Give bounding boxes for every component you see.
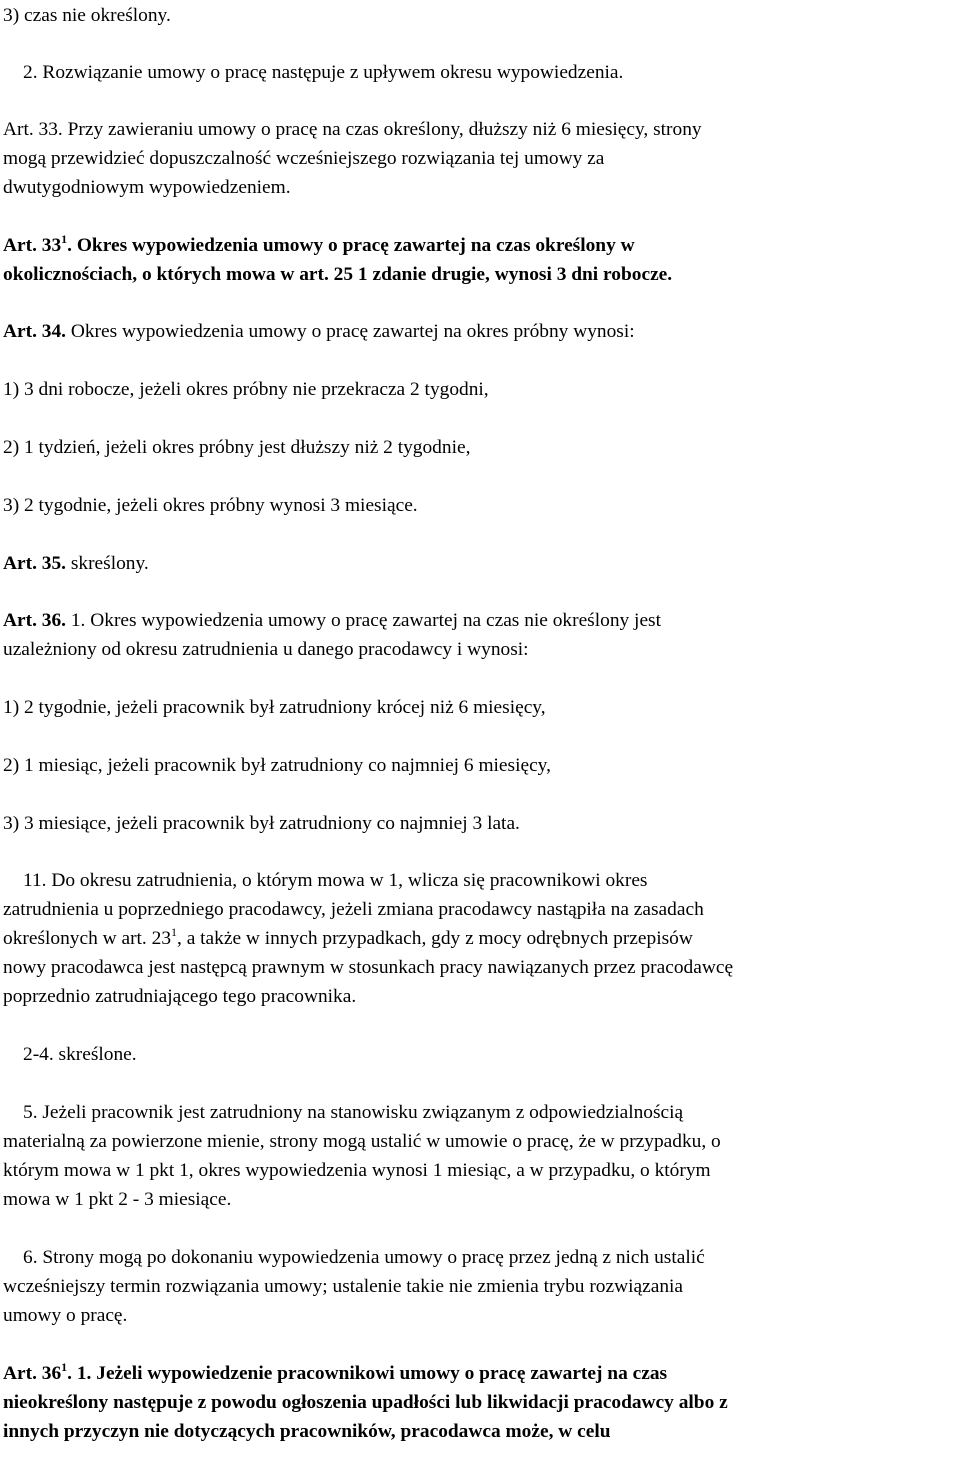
text-line — [3, 609, 661, 633]
paragraph-text: wcześniejszy termin rozwiązania umowy; ustalenie takie nie zmienia trybu rozwiązania — [3, 1276, 684, 1297]
text-line — [3, 176, 291, 200]
paragraph-text: poprzednio zatrudniającego tego pracownika. — [3, 986, 357, 1007]
paragraph-text: 1. Okres wypowiedzenia umowy o pracę zawartej na czas nie określony jest — [66, 610, 661, 631]
paragraph-text: nieokreślony następuje z powodu ogłoszenia upadłości lub likwidacji pracodawcy albo z — [3, 1392, 728, 1413]
text-line — [3, 985, 356, 1009]
paragraph-text: 2-4. skreślone. — [23, 1044, 137, 1065]
list-item-text: 1) 2 tygodnie, jeżeli pracownik był zatrudniony krócej niż 6 miesięcy, — [3, 697, 546, 718]
list-item-text: 2) 1 tydzień, jeżeli okres próbny jest dłuższy niż 2 tygodnie, — [3, 437, 471, 458]
text-line — [3, 147, 604, 171]
paragraph-text: Przy zawieraniu umowy o pracę na czas określony, dłuższy niż 6 miesięcy, strony — [62, 119, 702, 140]
text-line — [3, 1159, 711, 1183]
text-line — [23, 1101, 683, 1125]
text-line — [3, 118, 702, 142]
article-number: Art. 34. — [3, 321, 67, 342]
paragraph-text: 11. Do okresu zatrudnienia, o którym mowa w 1, wlicza się pracownikowi okres — [23, 870, 648, 891]
paragraph-text: określonych w art. 23 — [3, 928, 172, 949]
list-item-text: 3) 3 miesiące, jeżeli pracownik był zatrudniony co najmniej 3 lata. — [3, 813, 520, 834]
paragraph-text: nowy pracodawca jest następcą prawnym w stosunkach pracy nawiązanych przez pracodawcę — [3, 957, 734, 978]
text-line — [23, 1043, 137, 1067]
text-line — [3, 4, 171, 28]
list-item-text: 1) 3 dni robocze, jeżeli okres próbny nie przekracza 2 tygodni, — [3, 379, 489, 400]
paragraph-text: uzależniony od okresu zatrudnienia u danego pracodawcy i wynosi: — [3, 639, 529, 660]
paragraph-text: . Okres wypowiedzenia umowy o pracę zawartej na czas określony w — [67, 235, 635, 256]
paragraph-text: zatrudnienia u poprzedniego pracodawcy, jeżeli zmiana pracodawcy nastąpiła na zasadach — [3, 899, 704, 920]
list-item-text: 2) 1 miesiąc, jeżeli pracownik był zatrudniony co najmniej 6 miesięcy, — [3, 755, 551, 776]
superscript: 1 — [171, 924, 178, 939]
paragraph-text: 2. Rozwiązanie umowy o pracę następuje z upływem okresu wypowiedzenia. — [23, 62, 624, 83]
list-item-text: 3) czas nie określony. — [3, 5, 171, 26]
paragraph-text: , a także w innych przypadkach, gdy z mocy odrębnych przepisów — [177, 928, 693, 949]
text-line — [3, 1420, 611, 1444]
article-number: Art. 35. — [3, 553, 67, 574]
paragraph-text: okolicznościach, o których mowa w art. 25 1 zdanie drugie, wynosi 3 dni robocze. — [3, 264, 673, 285]
text-line — [3, 436, 470, 460]
paragraph-text: 6. Strony mogą po dokonaniu wypowiedzenia umowy o pracę przez jedną z nich ustalić — [23, 1247, 705, 1268]
article-number: Art. 33 — [3, 235, 62, 256]
article-number: Art. 36. — [3, 610, 67, 631]
text-line — [3, 1391, 728, 1415]
text-line — [3, 1130, 721, 1154]
paragraph-text: materialną za powierzone mienie, strony mogą ustalić w umowie o pracę, że w przypadku, o — [3, 1131, 721, 1152]
paragraph-text: Okres wypowiedzenia umowy o pracę zawartej na okres próbny wynosi: — [66, 321, 635, 342]
text-line — [3, 812, 520, 836]
paragraph-text: skreślony. — [66, 553, 149, 574]
text-line — [3, 754, 551, 778]
article-number: Art. 33. — [3, 119, 63, 140]
superscript: 1 — [61, 1359, 68, 1374]
paragraph-text: mowa w 1 pkt 2 - 3 miesiące. — [3, 1189, 232, 1210]
text-line — [23, 1246, 705, 1270]
list-item-text: 3) 2 tygodnie, jeżeli okres próbny wynosi 3 miesiące. — [3, 495, 418, 516]
superscript: 1 — [61, 231, 68, 246]
text-line — [3, 1304, 127, 1328]
text-line — [23, 869, 647, 893]
text-line — [3, 320, 635, 344]
text-line — [3, 494, 418, 518]
text-line — [3, 263, 672, 287]
text-line — [3, 1188, 231, 1212]
article-number: Art. 36 — [3, 1363, 62, 1384]
text-line — [3, 1275, 683, 1299]
text-line — [3, 924, 693, 951]
text-line — [3, 1359, 668, 1386]
text-line — [3, 956, 733, 980]
text-line — [23, 61, 623, 85]
text-line — [3, 552, 149, 576]
paragraph-text: innych przyczyn nie dotyczących pracowników, pracodawca może, w celu — [3, 1421, 611, 1442]
text-line — [3, 696, 546, 720]
text-line — [3, 638, 529, 662]
paragraph-text: 5. Jeżeli pracownik jest zatrudniony na stanowisku związanym z odpowiedzialnością — [23, 1102, 684, 1123]
text-line — [3, 898, 704, 922]
text-line — [3, 378, 489, 402]
paragraph-text: mogą przewidzieć dopuszczalność wcześniejszego rozwiązania tej umowy za — [3, 148, 605, 169]
text-line — [3, 231, 635, 258]
paragraph-text: . 1. Jeżeli wypowiedzenie pracownikowi umowy o pracę zawartej na czas — [67, 1363, 668, 1384]
paragraph-text: dwutygodniowym wypowiedzeniem. — [3, 177, 291, 198]
paragraph-text: którym mowa w 1 pkt 1, okres wypowiedzenia wynosi 1 miesiąc, a w przypadku, o którym — [3, 1160, 711, 1181]
paragraph-text: umowy o pracę. — [3, 1305, 128, 1326]
